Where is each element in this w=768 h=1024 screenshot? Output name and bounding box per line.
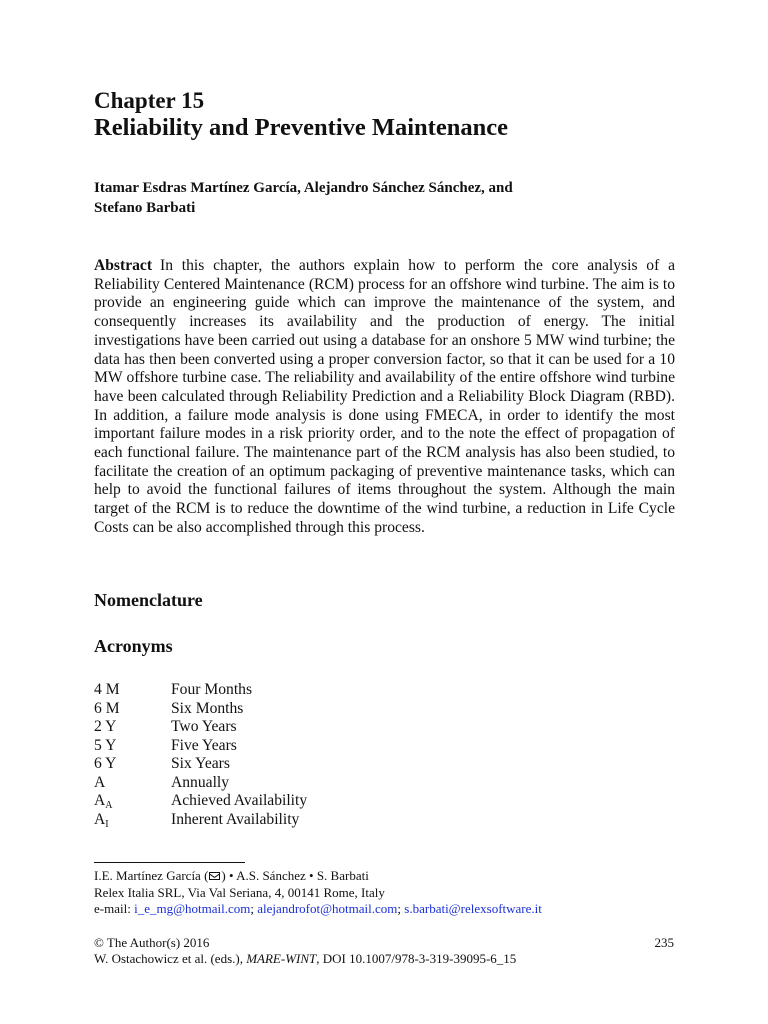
acronym-definition: Five Years (171, 736, 237, 754)
acronym-row (94, 700, 494, 719)
copyright-notice: © The Author(s) 2016 (94, 935, 210, 950)
acronym-term: 4 M (94, 681, 120, 698)
author-line-1: Itamar Esdras Martínez García, Alejandro Sánchez Sánchez, and (94, 180, 513, 196)
acronym-definition: Six Years (171, 755, 230, 772)
acronym-row (94, 718, 494, 737)
acronym-row (94, 792, 494, 811)
acronym-definition: Two Years (171, 718, 237, 735)
acronym-term: 5 Y (94, 736, 117, 754)
acronym-term: 2 Y (94, 718, 117, 735)
book-title: MARE-WINT (246, 951, 317, 966)
acronym-row (94, 755, 494, 774)
chapter-title: Reliability and Preventive Maintenance (94, 114, 508, 141)
acronym-term: $A_I$ (94, 810, 109, 830)
envelope-icon (209, 872, 220, 880)
footnote-emails: e-mail: i_e_mg@hotmail.com; alejandrofot@hotmail.com; s.barbati@relexsoftware.it (94, 901, 542, 916)
acronym-term: $A_A$ (94, 792, 113, 811)
abstract-text: In this chapter, the authors explain how to perform the core analysis of a Reliability Centered Maintenance (RCM) process for an offshore wind turbine. The aim is to provide an engineering guide which can improve the maintenance of the system, and consequently increases its availability and the production of energy. The initial investigations have been carried out using a database for an onshore 5 MW wind turbine; the data has then been converted using a proper conversion factor, so that it can be used for a 10 MW offshore turbine case. The reliability and availability of the entire offshore wind turbine have been calculated through Reliability Prediction and a Reliability Block Diagram (RBD). In addition, a failure mode analysis is done using FMECA, in order to identify the most important failure modes in a risk priority order, and to the note the effect of propagation of each functional failure. The maintenance part of the RCM analysis has also been studied, to facilitate the creation of an optimum packaging of preventive maintenance tasks, which can help to avoid the functional failures of items throughout the system. Although the main target of the RCM is to reduce the downtime of the wind turbine, a reduction in Life Cycle Costs can be also accomplished through this process. (94, 257, 675, 536)
citation-line: W. Ostachowicz et al. (eds.), MARE-WINT, DOI 10.1007/978-3-319-39095-6_15 (94, 951, 517, 966)
author-list (94, 178, 674, 218)
acronym-row (94, 774, 494, 793)
acronym-term: 6 Y (94, 755, 117, 772)
email-link-2[interactable]: alejandrofot@hotmail.com (257, 901, 398, 916)
footnote-authors: I.E. Martínez García ( ) • A.S. Sánchez • S. Barbati (94, 868, 369, 883)
acronym-definition: Achieved Availability (171, 792, 308, 809)
acronym-definition: Six Months (171, 699, 244, 717)
page-number: 235 (654, 935, 674, 950)
acronym-definition: Inherent Availability (171, 810, 300, 828)
footnote-affiliation: Relex Italia SRL, Via Val Seriana, 4, 00141 Rome, Italy (94, 885, 385, 900)
acronym-row (94, 681, 494, 700)
acronym-row (94, 737, 494, 756)
email-label: e-mail: (94, 901, 135, 916)
email-link-3[interactable]: s.barbati@relexsoftware.it (404, 901, 542, 916)
acronym-list (94, 681, 494, 829)
acronym-definition: Four Months (171, 681, 253, 698)
acronym-subscript: I (105, 818, 109, 830)
chapter-number: Chapter 15 (94, 88, 205, 113)
acronym-term: 6 M (94, 699, 120, 717)
abstract (94, 257, 675, 538)
email-link-1[interactable]: i_e_mg@hotmail.com (134, 901, 251, 916)
footnote-rule (94, 862, 245, 863)
acronym-row (94, 811, 494, 830)
abstract-label: Abstract (94, 257, 153, 274)
acronym-term: A (94, 773, 106, 791)
acronym-subscript: A (105, 800, 113, 811)
acronyms-heading: Acronyms (94, 636, 173, 656)
nomenclature-heading: Nomenclature (94, 590, 203, 610)
author-line-2: Stefano Barbati (94, 200, 196, 216)
acronym-definition: Annually (171, 773, 230, 791)
